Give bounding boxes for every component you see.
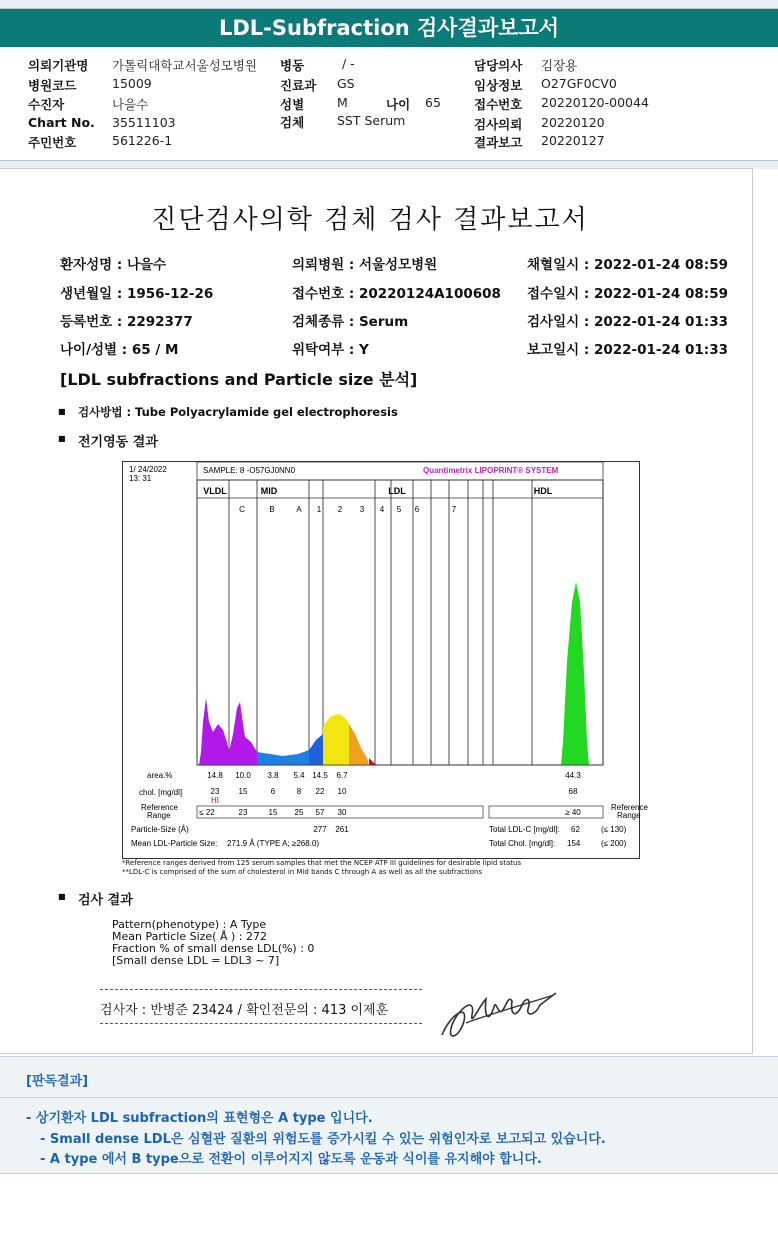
band-label-6: 6 <box>414 505 420 514</box>
band-label-3: 3 <box>359 505 365 514</box>
ref-value: 25 <box>294 808 304 817</box>
value-specimen: SST Serum <box>337 113 406 128</box>
chart-system-label: Quantimetrix LIPOPRINT® SYSTEM <box>423 466 559 475</box>
result-heading: ■ 검사 결과 <box>78 889 133 908</box>
signature-rule-bottom <box>100 1023 422 1024</box>
report-datetime: 보고일시 : 2022-01-24 01:33 <box>527 342 728 358</box>
area-value: 14.8 <box>207 771 223 780</box>
test-method: ■ 검사방법 : Tube Polyacrylamide gel electrophoresis <box>78 404 398 420</box>
result-fraction: Fraction % of small dense LDL(%) : 0 <box>112 942 315 955</box>
ref-value: ≤ 22 <box>199 808 215 817</box>
label-doctor: 담당의사 <box>474 58 523 73</box>
row-label-ref-2: Range <box>147 811 171 820</box>
ref-value: 30 <box>337 808 347 817</box>
ref-value: 23 <box>238 808 248 817</box>
mid-a-peak <box>309 734 323 765</box>
page-title: LDL-Subfraction 검사결과보고서 <box>0 9 778 47</box>
footnote-2: **LDL-C is comprised of the sum of cholesterol in Mid bands C through A as well as all the subfractions <box>122 868 483 876</box>
interpretation-line-3: - A type 에서 B type으로 전환이 이루어지지 않도록 운동과 식이를 유지해야 합니다. <box>40 1152 542 1167</box>
request-info-header <box>0 50 778 160</box>
value-resident-no: 561226-1 <box>112 133 173 148</box>
ldl3-peak <box>369 758 377 765</box>
accession-no: 접수번호 : 20220124A100608 <box>292 286 501 302</box>
value-hospital-code: 15009 <box>112 76 152 91</box>
electrophoresis-plot <box>123 462 648 858</box>
ref-value: ≥ 40 <box>565 808 581 817</box>
label-receipt-no: 접수번호 <box>474 97 523 112</box>
total-chol-ref: (≤ 200) <box>601 839 627 848</box>
label-chart-no: Chart No. <box>28 115 95 130</box>
value-doctor: 김장용 <box>541 58 578 73</box>
band-label-4: 4 <box>379 505 385 514</box>
row-label-ref-right-2: Range <box>617 811 641 820</box>
label-ward: 병동 <box>280 58 305 73</box>
band-label-1: 1 <box>316 505 322 514</box>
band-label-A: A <box>296 505 302 514</box>
mean-ldl-label: Mean LDL-Particle Size: <box>131 839 218 848</box>
total-ldl-value: 62 <box>571 825 580 834</box>
top-strip <box>0 0 778 9</box>
hdl-peak <box>561 582 589 765</box>
label-vldl: VLDL <box>203 486 227 496</box>
specimen-type: 검체종류 : Serum <box>292 314 409 330</box>
label-resident-no: 주민번호 <box>28 135 77 150</box>
test-datetime: 검사일시 : 2022-01-24 01:33 <box>527 314 728 330</box>
lipoprint-chart <box>122 461 648 859</box>
area-value: 3.8 <box>267 771 279 780</box>
band-label-2: 2 <box>337 505 343 514</box>
chol-value: 23 <box>210 787 220 796</box>
chol-value: 6 <box>270 787 276 796</box>
band-label-7: 7 <box>451 505 457 514</box>
consignment: 위탁여부 : Y <box>292 342 369 358</box>
value-ward: / - <box>342 56 355 71</box>
label-dept: 진료과 <box>280 78 317 93</box>
chol-value: 10 <box>337 787 347 796</box>
row-label-area: area.% <box>147 771 173 780</box>
chol-value: 22 <box>315 787 325 796</box>
footnote-1: *Reference ranges derived from 125 serum samples that met the NCEP ATP III guidelines for desirable lipid status <box>122 859 522 867</box>
ldl1-peak <box>323 714 349 765</box>
ldl2-peak <box>349 724 369 765</box>
hi-flag: HI <box>211 796 219 805</box>
mean-ldl-value: 271.9 Å (TYPE A; ≥268.0) <box>227 839 319 848</box>
label-ldl: LDL <box>388 486 406 496</box>
interpretation-panel <box>0 1056 778 1174</box>
total-ldl-ref: (≤ 130) <box>601 825 627 834</box>
total-chol-value: 154 <box>567 839 581 848</box>
row-label-ref-right-1: Reference <box>611 803 648 812</box>
label-hdl: HDL <box>533 486 553 496</box>
area-value: 6.7 <box>336 771 348 780</box>
label-institution: 의뢰기관명 <box>28 58 89 73</box>
report-title: 진단검사의학 검체 검사 결과보고서 <box>151 205 589 235</box>
row-label-chol: chol. [mg/dl] <box>139 788 183 797</box>
label-report-date: 결과보고 <box>474 135 523 150</box>
particle-size-label: Particle-Size (Å) <box>131 825 189 834</box>
area-value: 44.3 <box>565 771 581 780</box>
row-label-ref-1: Reference <box>141 803 178 812</box>
chol-value: 68 <box>568 787 578 796</box>
area-value: 10.0 <box>235 771 251 780</box>
result-pattern: Pattern(phenotype) : A Type <box>112 918 267 931</box>
value-request-date: 20220120 <box>541 115 605 130</box>
interpretation-separator <box>0 1097 778 1098</box>
band-label-C: C <box>239 505 245 514</box>
value-institution: 가톨릭대학교서울성모병원 <box>112 58 257 73</box>
label-patient: 수진자 <box>28 97 65 112</box>
value-sex: M <box>337 95 348 110</box>
label-hospital-code: 병원코드 <box>28 78 77 93</box>
chart-plot-frame <box>197 480 603 765</box>
particle-size-1: 277 <box>313 825 327 834</box>
chart-sample: SAMPLE: 8 -O57GJ0NN0 <box>203 466 296 475</box>
chart-time: 13: 31 <box>129 474 152 483</box>
interpretation-line-2: - Small dense LDL은 심혈관 질환의 위험도를 증가시킬 수 있는 위험인자로 보고되고 있습니다. <box>40 1132 606 1147</box>
mid-b-peak <box>257 750 309 765</box>
label-age: 나이 <box>386 97 411 112</box>
signature-rule-top <box>100 989 422 990</box>
birth-date: 생년월일 : 1956-12-26 <box>60 286 214 302</box>
signature-line: 검사자 : 반병준 23424 / 확인전문의 : 413 이제훈 <box>100 1003 389 1018</box>
ref-range-box-right <box>489 806 603 818</box>
label-mid: MID <box>260 486 278 496</box>
handwritten-signature <box>436 985 562 1047</box>
total-chol-label: Total Chol. [mg/dl]: <box>489 839 556 848</box>
label-request-date: 검사의뢰 <box>474 117 523 132</box>
label-specimen: 검체 <box>280 115 305 130</box>
registration-no: 등록번호 : 2292377 <box>60 314 193 330</box>
age-sex: 나이/성별 : 65 / M <box>60 342 179 358</box>
vldl-peak <box>199 698 257 765</box>
area-value: 14.5 <box>312 771 328 780</box>
chol-value: 15 <box>238 787 248 796</box>
value-age: 65 <box>425 95 441 110</box>
chol-value: 8 <box>296 787 302 796</box>
report-document <box>0 168 753 1054</box>
section-heading: [LDL subfractions and Particle size 분석] <box>60 370 418 389</box>
value-patient: 나을수 <box>112 97 149 112</box>
value-report-date: 20220127 <box>541 133 605 148</box>
label-clinical-info: 임상정보 <box>474 78 523 93</box>
value-receipt-no: 20220120-00044 <box>541 95 649 110</box>
label-sex: 성별 <box>280 97 305 112</box>
interpretation-line-1: - 상기환자 LDL subfraction의 표현형은 A type 입니다. <box>26 1111 373 1126</box>
value-dept: GS <box>337 76 355 91</box>
band-label-5: 5 <box>396 505 402 514</box>
result-small-dense-def: [Small dense LDL = LDL3 ~ 7] <box>112 954 280 967</box>
value-clinical-info: O27GF0CV0 <box>541 76 617 91</box>
chart-date: 1/ 24/2022 <box>129 465 167 474</box>
value-chart-no: 35511103 <box>112 115 176 130</box>
patient-name: 환자성명 : 나을수 <box>60 257 167 273</box>
electrophoresis-heading: ■ 전기영동 결과 <box>78 431 158 450</box>
total-ldl-label: Total LDL-C [mg/dl]: <box>489 825 560 834</box>
result-mean-size: Mean Particle Size( Å ) : 272 <box>112 930 267 943</box>
interpretation-title: [판독결과] <box>26 1074 89 1089</box>
area-value: 5.4 <box>293 771 305 780</box>
collection-datetime: 채혈일시 : 2022-01-24 08:59 <box>527 257 728 273</box>
band-label-B: B <box>269 505 275 514</box>
receipt-datetime: 접수일시 : 2022-01-24 08:59 <box>527 286 728 302</box>
ref-value: 15 <box>268 808 278 817</box>
particle-size-2: 261 <box>335 825 349 834</box>
ref-value: 57 <box>315 808 325 817</box>
referring-hospital: 의뢰병원 : 서울성모병원 <box>292 257 438 273</box>
